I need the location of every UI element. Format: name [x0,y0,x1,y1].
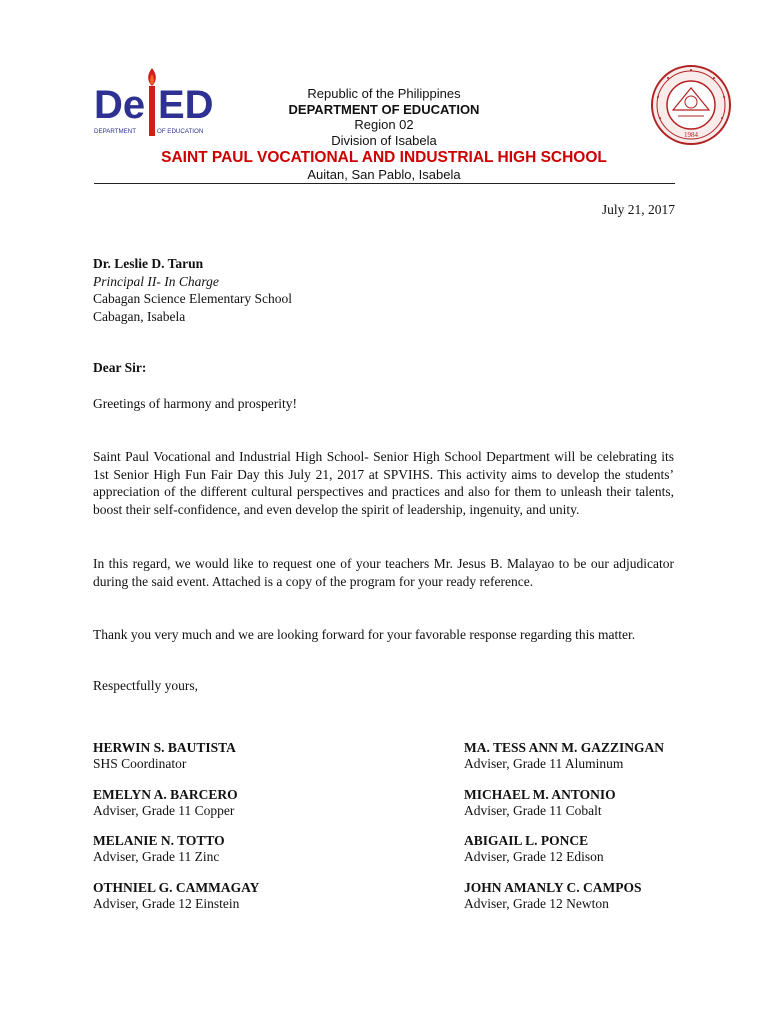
signatory [464,880,642,911]
addressee-location: Cabagan, Isabela [93,308,186,324]
school-name: SAINT PAUL VOCATIONAL AND INDUSTRIAL HIGH SCHOOL [161,149,607,166]
signatory-name: MICHAEL M. ANTONIO [464,787,616,802]
signatory-name: HERWIN S. BAUTISTA [93,740,236,755]
addressee-school: Cabagan Science Elementary School [93,291,293,306]
addressee-position: Principal II- In Charge [93,273,219,289]
addressee-block [93,255,292,325]
greeting: Greetings of harmony and prosperity! [93,396,297,411]
header-divider [94,183,675,184]
body-paragraph: Thank you very much and we are looking forward for your favorable response regarding this matter. [93,627,636,642]
signatory-title: Adviser, Grade 12 Edison [464,848,604,864]
signatory [464,833,604,864]
signatory [464,787,616,818]
addressee-name: Dr. Leslie D. Tarun [93,256,204,271]
signatory-name: OTHNIEL G. CAMMAGAY [93,880,260,895]
closing: Respectfully yours, [93,678,198,693]
signatory-name: JOHN AMANLY C. CAMPOS [464,880,642,895]
signatory-title: SHS Coordinator [93,755,187,771]
school-address: Auitan, San Pablo, Isabela [307,167,461,182]
signatory-title: Adviser, Grade 11 Copper [93,802,235,818]
svg-text:ED: ED [158,83,214,127]
signatory-title: Adviser, Grade 11 Cobalt [464,802,602,818]
letterhead [120,86,648,183]
signatory-name: MELANIE N. TOTTO [93,833,225,848]
signatory [93,880,259,911]
svg-text:De: De [94,83,146,127]
signatory-name: ABIGAIL L. PONCE [464,833,589,848]
letter-date: July 21, 2017 [601,202,675,217]
svg-text:OF EDUCATION: OF EDUCATION [157,128,204,135]
signatory [464,740,664,771]
signatory-name: EMELYN A. BARCERO [93,787,238,802]
signatory-title: Adviser, Grade 12 Einstein [93,895,240,911]
body-paragraph: In this regard, we would like to request one of your teachers Mr. Jesus B. Malayao to be our adjudicator during the said event. Attached is a copy of the program for your ready reference. [93,556,674,589]
school-seal [650,64,732,146]
signatory [93,740,236,771]
signatory [93,833,225,864]
signatory-title: Adviser, Grade 12 Newton [464,895,609,911]
republic-line: Republic of the Philippines [307,86,461,101]
svg-text:1984: 1984 [684,131,698,139]
department-line: DEPARTMENT OF EDUCATION [288,101,480,117]
signatory-title: Adviser, Grade 11 Zinc [93,848,220,864]
body-paragraph: Saint Paul Vocational and Industrial High School- Senior High School Department will be celebrating its 1st Senior High Fun Fair Day this July 21, 2017 at SPVIHS. This activity aims to develop the students’ appreciation of the different cultural perspectives and practices and also for them to unleash their talents, boost their self-confidence, and even develop the spirit of leadership, ingenuity, and unity. [93,449,674,517]
division-line: Division of Isabela [331,132,437,148]
signatory-name: MA. TESS ANN M. GAZZINGAN [464,740,665,755]
salutation: Dear Sir: [93,360,147,375]
svg-text:DEPARTMENT: DEPARTMENT [94,128,137,135]
signatory [93,787,238,818]
signatory-title: Adviser, Grade 11 Aluminum [464,755,624,771]
region-line: Region 02 [354,117,414,132]
